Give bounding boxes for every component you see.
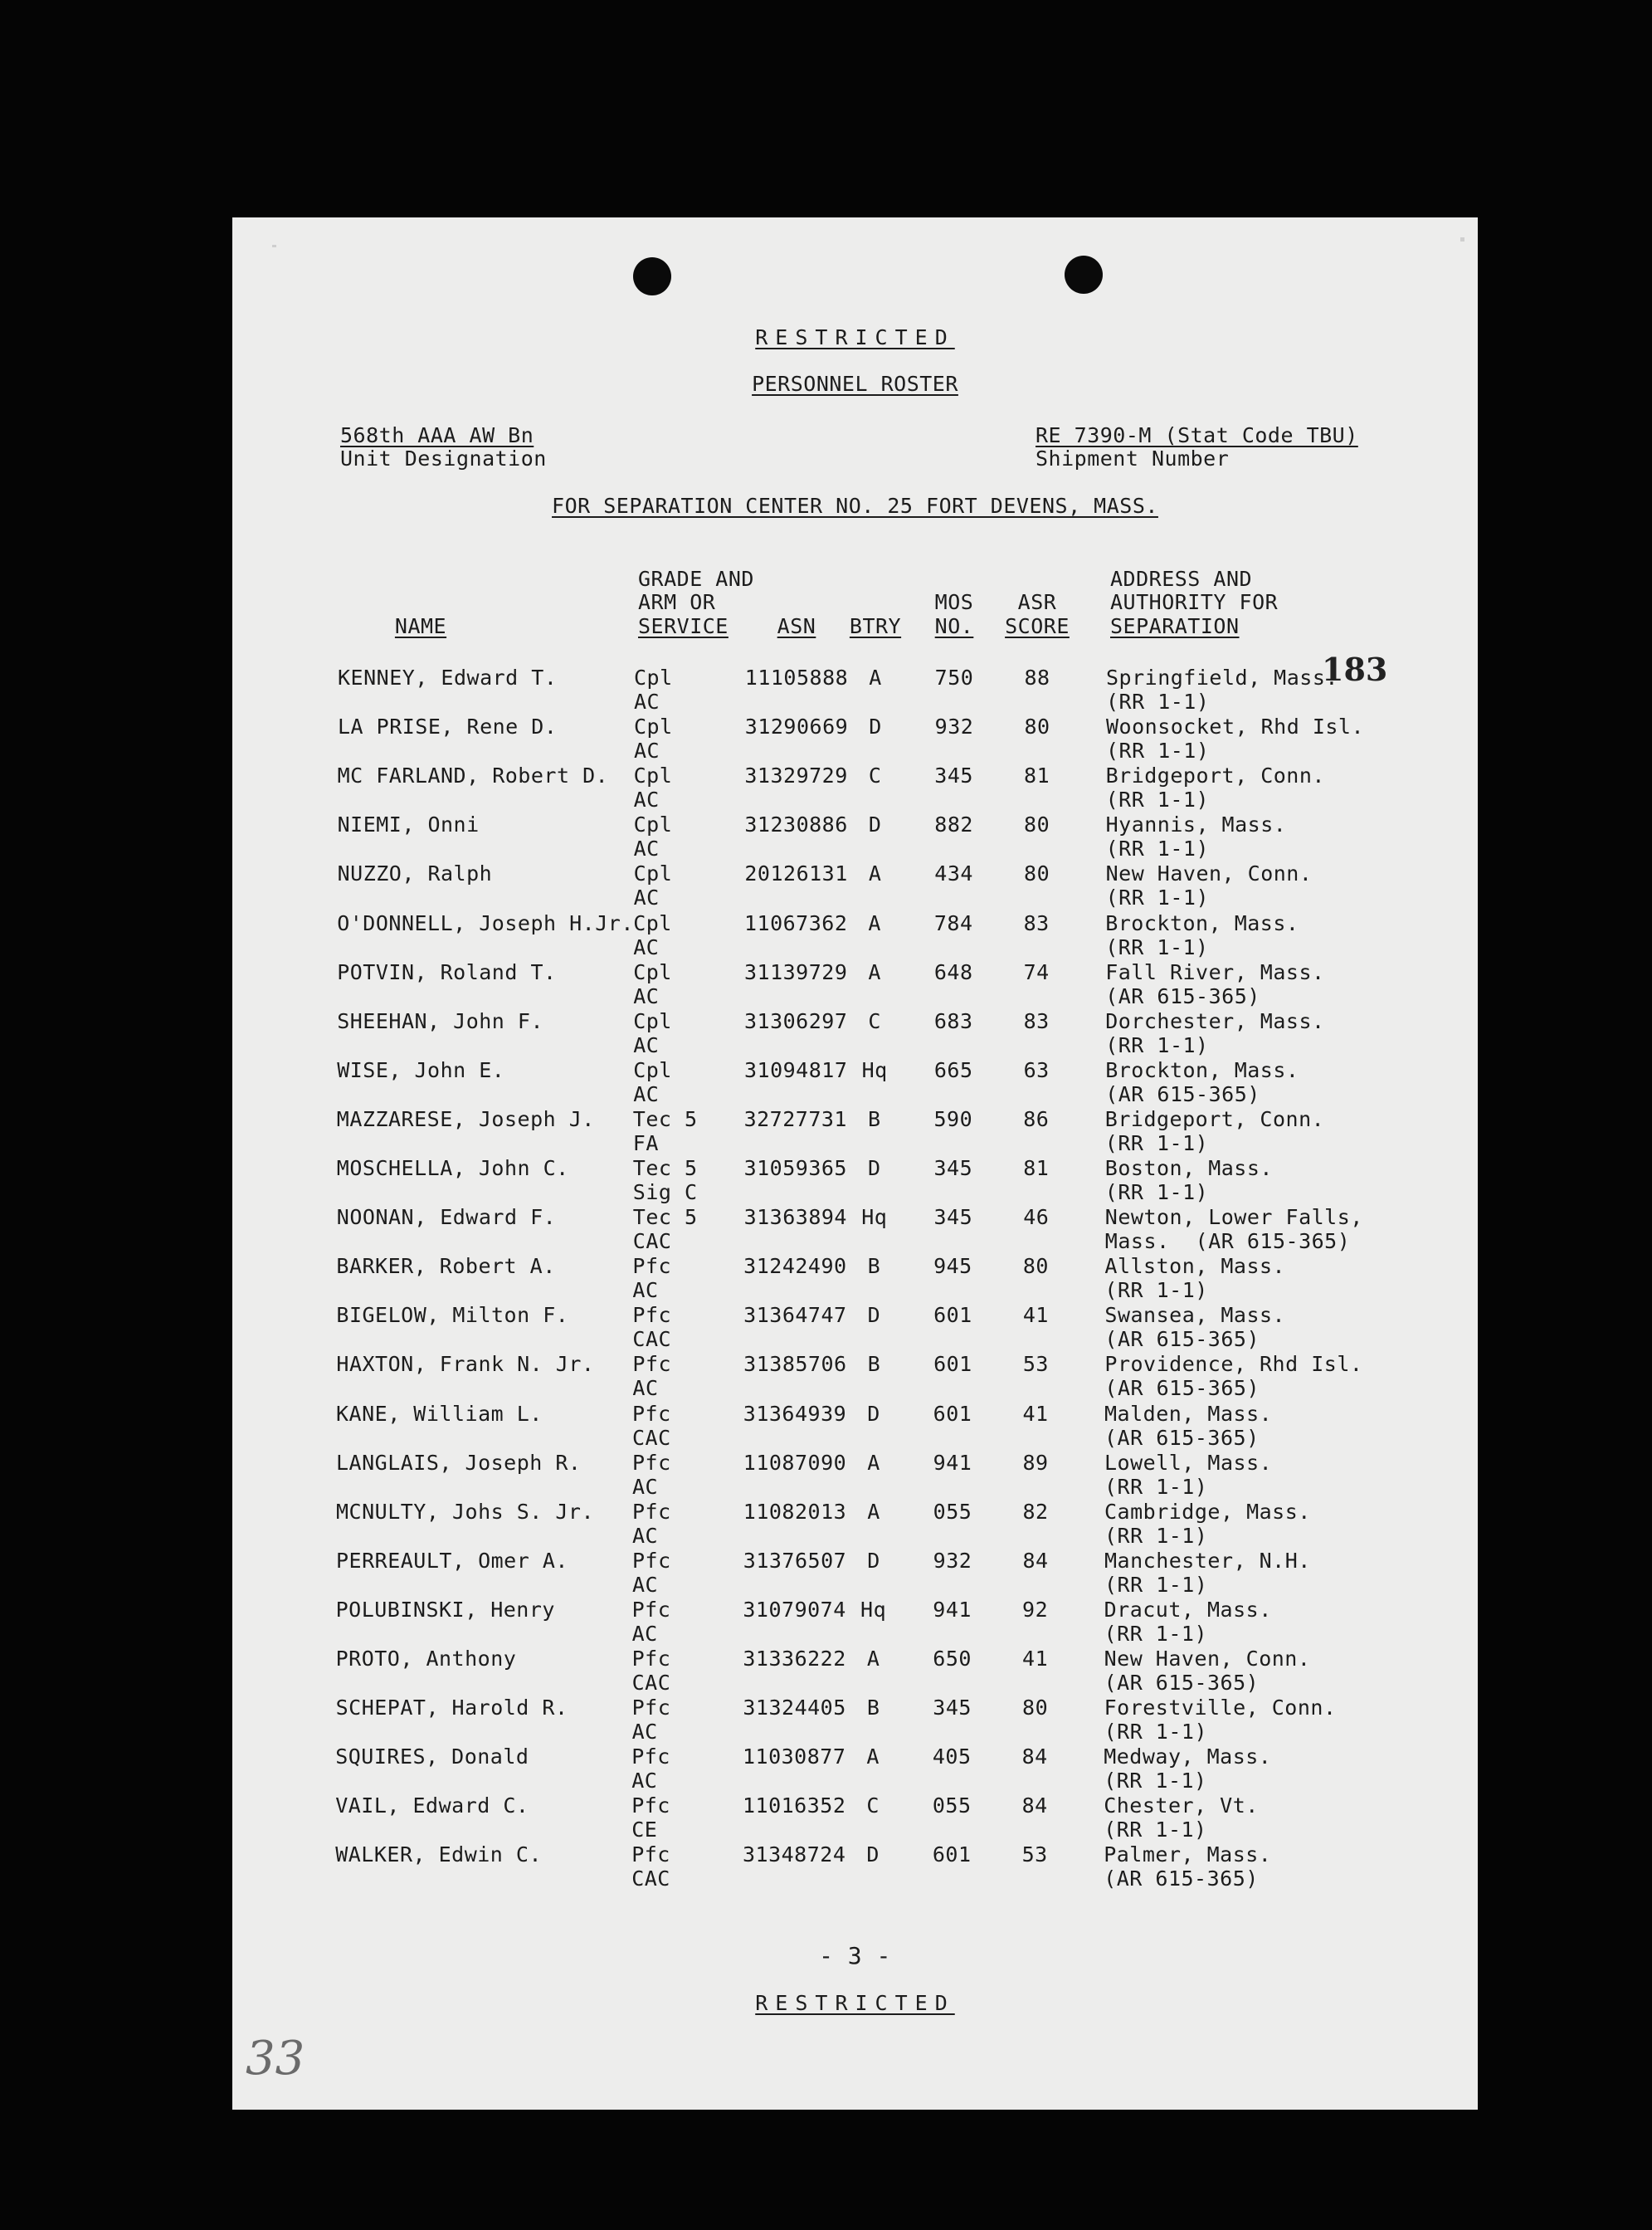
row-name: SCHEPAT, Harold R. xyxy=(335,1696,568,1720)
table-row xyxy=(232,1793,1478,1843)
col-asr-header-line1: ASR xyxy=(1017,590,1057,614)
row-arm-service: CAC xyxy=(632,1425,671,1450)
row-authority: (RR 1-1) xyxy=(1104,1180,1209,1204)
row-asr-score: 53 xyxy=(1021,1842,1048,1867)
row-mos: 601 xyxy=(932,1842,972,1867)
row-arm-service: AC xyxy=(632,1278,659,1303)
row-name: MC FARLAND, Robert D. xyxy=(337,764,609,788)
row-name: PROTO, Anthony xyxy=(335,1647,517,1671)
row-name: SQUIRES, Donald xyxy=(335,1744,529,1769)
row-grade: Tec 5 xyxy=(632,1205,698,1230)
row-mos: 650 xyxy=(933,1647,972,1671)
row-grade: Pfc xyxy=(632,1352,672,1377)
row-asn: 31094817 xyxy=(743,1057,848,1082)
row-grade: Pfc xyxy=(632,1548,671,1573)
row-address: Woonsocket, Rhd Isl. xyxy=(1106,715,1365,739)
row-mos: 941 xyxy=(933,1450,972,1475)
row-asn: 11016352 xyxy=(742,1793,846,1818)
row-mos: 945 xyxy=(933,1254,972,1279)
row-asr-score: 41 xyxy=(1022,1401,1049,1426)
row-address: New Haven, Conn. xyxy=(1105,861,1313,886)
row-mos: 055 xyxy=(933,1499,972,1524)
row-battery: D xyxy=(867,1303,881,1328)
row-mos: 750 xyxy=(934,666,974,690)
table-row xyxy=(232,1647,1478,1696)
row-battery: Hq xyxy=(860,1597,887,1622)
row-mos: 932 xyxy=(934,715,974,739)
row-arm-service: AC xyxy=(633,983,660,1008)
row-battery: Hq xyxy=(861,1057,888,1082)
row-asr-score: 88 xyxy=(1024,666,1050,690)
row-battery: A xyxy=(866,1647,880,1671)
row-address: Bridgeport, Conn. xyxy=(1104,1106,1325,1131)
row-mos: 345 xyxy=(933,1205,973,1230)
col-mos-header-line1: MOS xyxy=(934,590,974,614)
row-arm-service: AC xyxy=(632,1523,659,1548)
row-name: NIEMI, Onni xyxy=(337,812,480,837)
row-asn: 32727731 xyxy=(743,1106,847,1131)
row-battery: D xyxy=(867,1401,880,1426)
row-arm-service: AC xyxy=(631,1621,658,1646)
shipment-number-value: RE 7390-M (Stat Code TBU) xyxy=(1036,423,1358,447)
row-authority: (RR 1-1) xyxy=(1106,739,1210,764)
row-grade: Pfc xyxy=(632,1254,672,1279)
row-asr-score: 89 xyxy=(1022,1450,1049,1475)
row-mos: 601 xyxy=(933,1352,972,1377)
table-row xyxy=(232,1352,1478,1402)
row-authority: (RR 1-1) xyxy=(1106,690,1210,714)
row-address: New Haven, Conn. xyxy=(1104,1647,1311,1671)
table-row xyxy=(232,666,1478,715)
punch-hole-left xyxy=(633,257,671,295)
row-name: VAIL, Edward C. xyxy=(335,1793,529,1818)
page-number: - 3 - xyxy=(819,1942,891,1969)
row-grade: Pfc xyxy=(631,1597,671,1622)
row-authority: Mass. (AR 615-365) xyxy=(1104,1229,1351,1254)
row-arm-service: FA xyxy=(632,1130,659,1155)
row-arm-service: AC xyxy=(633,788,660,812)
col-mos-header-line2: NO. xyxy=(934,614,974,638)
row-authority: (AR 615-365) xyxy=(1104,1425,1260,1450)
row-authority: (AR 615-365) xyxy=(1104,1671,1260,1695)
roster-page xyxy=(232,217,1478,2110)
row-battery: D xyxy=(866,1842,880,1867)
col-grade-header-line2: ARM OR xyxy=(638,590,716,614)
table-row xyxy=(232,1402,1478,1452)
row-grade: Pfc xyxy=(631,1793,670,1818)
row-mos: 405 xyxy=(932,1744,972,1769)
table-row xyxy=(232,1500,1478,1549)
row-authority: (RR 1-1) xyxy=(1105,886,1210,910)
col-name-header: NAME xyxy=(394,614,447,638)
row-grade: Cpl xyxy=(633,812,673,837)
row-address: Manchester, N.H. xyxy=(1104,1548,1311,1573)
table-row xyxy=(232,1303,1478,1353)
row-authority: (RR 1-1) xyxy=(1104,1720,1208,1744)
row-authority: (RR 1-1) xyxy=(1104,1523,1208,1548)
row-name: NUZZO, Ralph xyxy=(337,861,493,886)
row-mos: 648 xyxy=(933,959,973,984)
row-asr-score: 84 xyxy=(1021,1793,1048,1818)
col-address-header-line3: SEPARATION xyxy=(1110,614,1240,638)
row-name: WISE, John E. xyxy=(337,1057,505,1082)
row-address: Forestville, Conn. xyxy=(1104,1696,1337,1720)
table-row xyxy=(232,1254,1478,1304)
row-asr-score: 83 xyxy=(1023,910,1050,935)
row-arm-service: AC xyxy=(634,690,660,714)
row-arm-service: AC xyxy=(631,1769,658,1793)
row-asr-score: 83 xyxy=(1023,1008,1050,1033)
unit-designation-value: 568th AAA AW Bn xyxy=(340,423,534,447)
row-arm-service: AC xyxy=(633,1032,660,1057)
row-grade: Pfc xyxy=(632,1401,671,1426)
row-address: Newton, Lower Falls, xyxy=(1104,1205,1363,1230)
row-mos: 601 xyxy=(933,1303,972,1328)
row-address: Providence, Rhd Isl. xyxy=(1104,1352,1363,1377)
row-address: Cambridge, Mass. xyxy=(1104,1499,1311,1524)
row-authority: (RR 1-1) xyxy=(1104,1769,1207,1793)
col-asn-header: ASN xyxy=(777,614,816,638)
row-asn: 31363894 xyxy=(743,1205,847,1230)
table-row xyxy=(232,1744,1478,1794)
col-grade-header-line3: SERVICE xyxy=(638,614,729,638)
table-row xyxy=(232,861,1478,911)
row-grade: Cpl xyxy=(633,959,672,984)
row-battery: B xyxy=(867,1352,881,1377)
row-asn: 11082013 xyxy=(743,1499,847,1524)
row-arm-service: Sig C xyxy=(632,1180,698,1204)
row-authority: (RR 1-1) xyxy=(1105,1032,1209,1057)
table-row xyxy=(232,1205,1478,1255)
row-battery: A xyxy=(869,666,882,690)
row-battery: A xyxy=(868,910,881,935)
row-asn: 31364939 xyxy=(743,1401,847,1426)
table-row xyxy=(232,1598,1478,1647)
col-address-header-line1: ADDRESS AND xyxy=(1110,567,1253,591)
row-asr-score: 80 xyxy=(1022,1254,1049,1279)
row-authority: (RR 1-1) xyxy=(1104,1621,1208,1646)
row-battery: D xyxy=(869,715,882,739)
row-mos: 055 xyxy=(932,1793,972,1818)
row-address: Springfield, Mass. xyxy=(1106,666,1338,690)
row-asn: 31079074 xyxy=(743,1597,846,1622)
stamped-number: 183 xyxy=(1322,651,1388,688)
row-name: BIGELOW, Milton F. xyxy=(336,1303,569,1328)
row-battery: B xyxy=(866,1696,880,1720)
row-arm-service: AC xyxy=(633,886,660,910)
table-row xyxy=(232,715,1478,764)
row-asr-score: 63 xyxy=(1023,1057,1050,1082)
row-arm-service: AC xyxy=(632,1376,659,1401)
row-battery: D xyxy=(868,812,882,837)
row-asr-score: 41 xyxy=(1022,1647,1049,1671)
row-arm-service: AC xyxy=(632,1474,659,1499)
row-authority: (RR 1-1) xyxy=(1104,1474,1208,1499)
col-asr-header-line2: SCORE xyxy=(1005,614,1070,638)
row-mos: 601 xyxy=(933,1401,972,1426)
row-authority: (RR 1-1) xyxy=(1105,837,1210,861)
row-mos: 882 xyxy=(934,812,973,837)
row-battery: Hq xyxy=(861,1205,888,1230)
row-grade: Cpl xyxy=(634,666,673,690)
row-authority: (RR 1-1) xyxy=(1105,788,1210,812)
row-battery: B xyxy=(868,1106,881,1131)
row-arm-service: AC xyxy=(633,1081,660,1106)
table-row xyxy=(232,1107,1478,1157)
row-authority: (RR 1-1) xyxy=(1104,1278,1208,1303)
row-asn: 11105888 xyxy=(744,666,849,690)
row-arm-service: CAC xyxy=(631,1671,671,1695)
row-address: Hyannis, Mass. xyxy=(1105,812,1287,837)
row-address: Malden, Mass. xyxy=(1104,1401,1273,1426)
row-address: Boston, Mass. xyxy=(1104,1156,1273,1180)
row-name: PERREAULT, Omer A. xyxy=(336,1548,568,1573)
row-address: Palmer, Mass. xyxy=(1104,1842,1272,1867)
row-asr-score: 92 xyxy=(1022,1597,1049,1622)
row-asn: 31376507 xyxy=(743,1548,847,1573)
table-row xyxy=(232,1842,1478,1892)
table-row xyxy=(232,1696,1478,1745)
row-asn: 31385706 xyxy=(743,1352,847,1377)
row-grade: Tec 5 xyxy=(632,1156,698,1180)
row-grade: Pfc xyxy=(631,1647,671,1671)
table-row xyxy=(232,1009,1478,1059)
row-address: Lowell, Mass. xyxy=(1104,1450,1273,1475)
row-asn: 31348724 xyxy=(742,1842,846,1867)
row-grade: Pfc xyxy=(632,1499,671,1524)
row-address: Swansea, Mass. xyxy=(1104,1303,1286,1328)
row-battery: C xyxy=(868,1008,881,1033)
row-name: LA PRISE, Rene D. xyxy=(338,715,558,739)
row-grade: Pfc xyxy=(632,1450,671,1475)
col-address-header-line2: AUTHORITY FOR xyxy=(1110,590,1279,614)
row-asn: 31306297 xyxy=(743,1008,848,1033)
row-grade: Cpl xyxy=(633,861,673,886)
row-grade: Cpl xyxy=(633,1057,672,1082)
unit-designation-label: Unit Designation xyxy=(340,446,547,471)
row-asr-score: 74 xyxy=(1023,959,1050,984)
row-battery: C xyxy=(866,1793,880,1818)
row-asn: 11087090 xyxy=(743,1450,847,1475)
row-grade: Pfc xyxy=(631,1696,671,1720)
row-mos: 345 xyxy=(933,1156,973,1180)
row-mos: 683 xyxy=(933,1008,973,1033)
row-name: WALKER, Edwin C. xyxy=(335,1842,543,1867)
classification-footer: RESTRICTED xyxy=(755,1991,955,2015)
row-battery: A xyxy=(868,959,881,984)
row-asn: 31336222 xyxy=(743,1647,846,1671)
row-battery: B xyxy=(867,1254,881,1279)
paper-mark xyxy=(272,245,276,247)
row-mos: 932 xyxy=(933,1548,972,1573)
row-asn: 31242490 xyxy=(743,1254,847,1279)
row-arm-service: AC xyxy=(634,739,660,764)
row-asr-score: 82 xyxy=(1022,1499,1049,1524)
row-mos: 665 xyxy=(933,1057,973,1082)
row-address: Bridgeport, Conn. xyxy=(1105,764,1325,788)
row-asn: 31329729 xyxy=(744,764,848,788)
table-row xyxy=(232,1058,1478,1108)
row-name: MOSCHELLA, John C. xyxy=(336,1156,569,1180)
row-name: SHEEHAN, John F. xyxy=(337,1008,544,1033)
row-asn: 31230886 xyxy=(744,812,848,837)
row-name: NOONAN, Edward F. xyxy=(336,1205,557,1230)
row-address: Fall River, Mass. xyxy=(1105,959,1325,984)
row-mos: 941 xyxy=(933,1597,972,1622)
row-address: Medway, Mass. xyxy=(1104,1744,1272,1769)
row-name: POLUBINSKI, Henry xyxy=(335,1597,555,1622)
table-row xyxy=(232,1549,1478,1598)
punch-hole-right xyxy=(1065,256,1103,294)
row-grade: Pfc xyxy=(631,1744,670,1769)
separation-center-line: FOR SEPARATION CENTER NO. 25 FORT DEVENS, MASS. xyxy=(552,494,1158,518)
row-authority: (RR 1-1) xyxy=(1104,1818,1207,1842)
row-grade: Cpl xyxy=(633,910,672,935)
row-asr-score: 84 xyxy=(1022,1548,1049,1573)
col-grade-header-line1: GRADE AND xyxy=(638,567,754,591)
row-authority: (RR 1-1) xyxy=(1105,934,1209,959)
row-address: Brockton, Mass. xyxy=(1105,910,1299,935)
row-battery: A xyxy=(867,1499,880,1524)
row-mos: 345 xyxy=(934,764,973,788)
row-asr-score: 86 xyxy=(1023,1106,1050,1131)
row-battery: A xyxy=(866,1744,880,1769)
row-battery: C xyxy=(868,764,882,788)
row-name: POTVIN, Roland T. xyxy=(337,959,557,984)
row-asr-score: 81 xyxy=(1023,1156,1050,1180)
table-row xyxy=(232,1156,1478,1206)
row-arm-service: CAC xyxy=(632,1229,672,1254)
row-asn: 11030877 xyxy=(742,1744,846,1769)
row-asr-score: 46 xyxy=(1023,1205,1050,1230)
col-btry-header: BTRY xyxy=(849,614,902,638)
row-mos: 784 xyxy=(933,910,973,935)
row-authority: (AR 615-365) xyxy=(1104,1327,1260,1352)
row-address: Brockton, Mass. xyxy=(1105,1057,1299,1082)
row-authority: (AR 615-365) xyxy=(1105,983,1260,1008)
row-authority: (AR 615-365) xyxy=(1104,1376,1260,1401)
row-name: O'DONNELL, Joseph H.Jr. xyxy=(337,910,634,935)
table-row xyxy=(232,1451,1478,1500)
row-battery: A xyxy=(868,861,882,886)
row-arm-service: AC xyxy=(633,837,660,861)
row-name: MCNULTY, Johs S. Jr. xyxy=(336,1499,595,1524)
table-row xyxy=(232,960,1478,1010)
table-row xyxy=(232,812,1478,862)
row-address: Allston, Mass. xyxy=(1104,1254,1286,1279)
row-mos: 345 xyxy=(933,1696,972,1720)
row-authority: (RR 1-1) xyxy=(1104,1572,1208,1597)
row-name: BARKER, Robert A. xyxy=(336,1254,556,1279)
row-mos: 434 xyxy=(934,861,973,886)
roster-title: PERSONNEL ROSTER xyxy=(752,372,958,396)
pencil-number: 33 xyxy=(246,2032,305,2086)
row-mos: 590 xyxy=(933,1106,973,1131)
row-arm-service: AC xyxy=(633,934,660,959)
row-battery: A xyxy=(867,1450,880,1475)
row-asr-score: 80 xyxy=(1024,812,1050,837)
row-name: LANGLAIS, Joseph R. xyxy=(336,1450,582,1475)
row-address: Dracut, Mass. xyxy=(1104,1597,1272,1622)
row-asn: 20126131 xyxy=(744,861,848,886)
row-grade: Pfc xyxy=(631,1842,670,1867)
row-grade: Pfc xyxy=(632,1303,672,1328)
row-asn: 31290669 xyxy=(744,715,849,739)
row-authority: (AR 615-365) xyxy=(1105,1081,1260,1106)
row-asr-score: 84 xyxy=(1021,1744,1048,1769)
row-authority: (AR 615-365) xyxy=(1104,1866,1259,1891)
row-asr-score: 53 xyxy=(1022,1352,1049,1377)
row-address: Chester, Vt. xyxy=(1104,1793,1259,1818)
row-name: KANE, William L. xyxy=(336,1401,543,1426)
row-asr-score: 80 xyxy=(1024,715,1050,739)
classification-header: RESTRICTED xyxy=(755,325,955,349)
table-row xyxy=(232,911,1478,961)
row-arm-service: CAC xyxy=(631,1866,670,1891)
row-name: MAZZARESE, Joseph J. xyxy=(336,1106,595,1131)
row-grade: Cpl xyxy=(634,715,673,739)
row-asr-score: 41 xyxy=(1022,1303,1049,1328)
row-grade: Cpl xyxy=(633,1008,672,1033)
row-battery: D xyxy=(868,1156,881,1180)
paper-mark xyxy=(1460,237,1464,242)
shipment-number-label: Shipment Number xyxy=(1036,446,1230,471)
row-asr-score: 80 xyxy=(1024,861,1050,886)
row-asn: 11067362 xyxy=(743,910,848,935)
row-asn: 31059365 xyxy=(743,1156,847,1180)
row-asr-score: 80 xyxy=(1022,1696,1049,1720)
row-asn: 31364747 xyxy=(743,1303,847,1328)
row-asn: 31139729 xyxy=(743,959,848,984)
row-name: KENNEY, Edward T. xyxy=(338,666,558,690)
row-battery: D xyxy=(867,1548,880,1573)
row-grade: Cpl xyxy=(633,764,673,788)
row-asn: 31324405 xyxy=(743,1696,846,1720)
row-arm-service: CAC xyxy=(632,1327,672,1352)
row-arm-service: AC xyxy=(632,1572,659,1597)
row-grade: Tec 5 xyxy=(632,1106,698,1131)
table-row xyxy=(232,764,1478,813)
row-arm-service: AC xyxy=(631,1720,658,1744)
row-asr-score: 81 xyxy=(1024,764,1050,788)
row-name: HAXTON, Frank N. Jr. xyxy=(336,1352,595,1377)
row-authority: (RR 1-1) xyxy=(1104,1130,1209,1155)
row-arm-service: CE xyxy=(631,1818,658,1842)
row-address: Dorchester, Mass. xyxy=(1105,1008,1325,1033)
